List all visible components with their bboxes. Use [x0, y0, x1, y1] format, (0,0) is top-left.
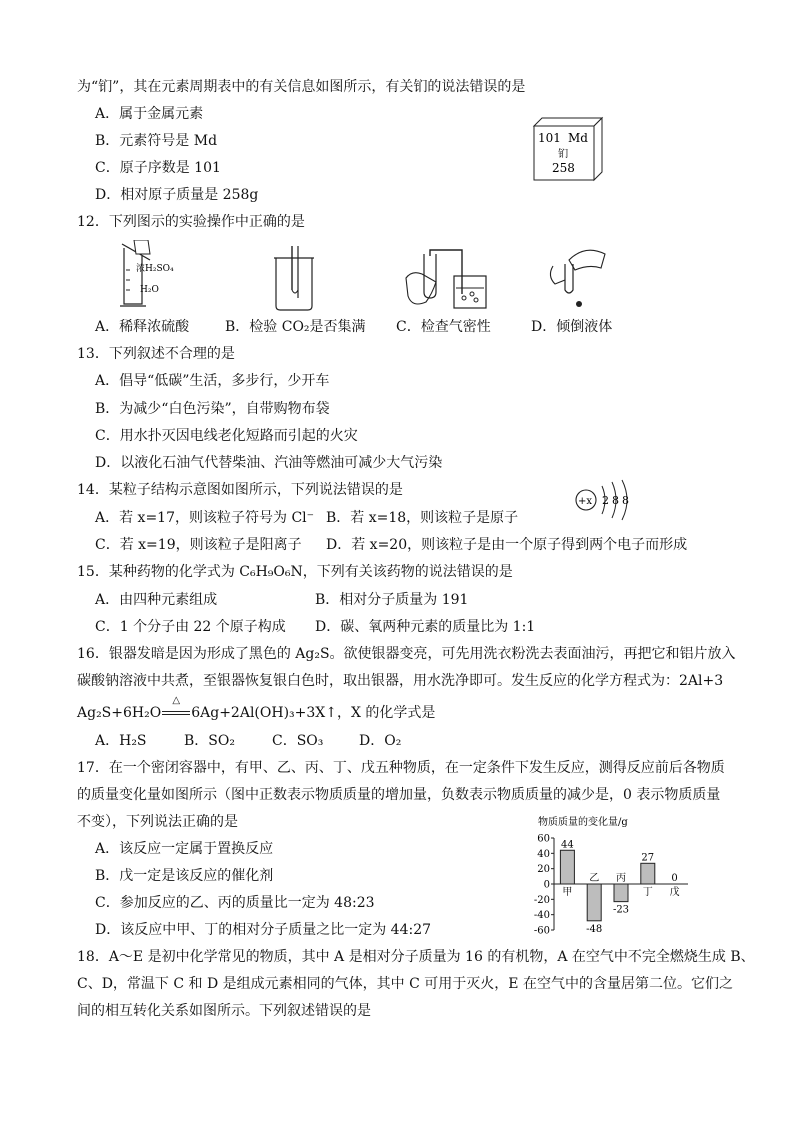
q16-option-b: B．SO₂: [184, 733, 235, 749]
q13-option-a: A．倡导“低碳”生活，多步行，少开车: [95, 373, 330, 389]
nucleus-label: +x: [578, 496, 593, 507]
fig-pour-liquid: [545, 240, 611, 310]
element-mass: 258: [552, 161, 575, 175]
q13-option-d: D．以液化石油气代替柴油、汽油等燃油可减少大气污染: [95, 455, 443, 471]
value-label: -48: [586, 923, 603, 934]
element-name: 钔: [558, 149, 568, 160]
q14-option-c: C．若 x=19，则该粒子是阳离子: [95, 537, 302, 553]
y-tick-label: -60: [533, 925, 550, 934]
q18-line2: C、D，常温下 C 和 D 是组成元素相同的气体，其中 C 可用于灭火，E 在空气中的含量居第二位。它们之: [77, 976, 733, 992]
category-label: 丁: [642, 887, 653, 898]
q12-stem: 12．下列图示的实验操作中正确的是: [77, 214, 305, 230]
value-label: 44: [561, 839, 574, 851]
q12-option-a: A．稀释浓硫酸: [95, 319, 190, 335]
y-tick-label: 60: [537, 833, 550, 845]
q14-option-b: B．若 x=18，则该粒子是原子: [326, 510, 519, 526]
particle-structure-diagram: [572, 478, 642, 522]
q16-equation: [77, 695, 436, 723]
y-tick-label: 0: [543, 879, 550, 891]
q11-option-a: A．属于金属元素: [95, 106, 204, 122]
q13-stem: 13．下列叙述不合理的是: [77, 346, 235, 362]
q15-option-c: C．1 个分子由 22 个原子构成: [95, 619, 286, 635]
q16-line1: 16．银器发暗是因为形成了黑色的 Ag₂S。欲使银器变亮，可先用洗衣粉洗去表面油污，再把它和铝片放入: [77, 646, 736, 662]
category-label: 丙: [616, 873, 626, 884]
q15-option-a: A．由四种元素组成: [95, 592, 218, 608]
q17-line3: 不变），下列说法正确的是: [77, 814, 238, 830]
category-label: 乙: [589, 873, 600, 884]
equation-left: Ag₂S+6H₂O: [77, 705, 162, 721]
q14-option-a: A．若 x=17，则该粒子符号为 Cl⁻: [95, 510, 315, 526]
element-card: [530, 112, 610, 182]
shell-1: 2: [602, 494, 609, 507]
q14-option-d: D．若 x=20，则该粒子是由一个原子得到两个电子而形成: [326, 537, 688, 553]
q16-option-d: D．O₂: [359, 733, 402, 749]
q12-option-d: D．倾倒液体: [531, 319, 613, 335]
label-water: H₂O: [140, 285, 159, 295]
category-label: 戊: [669, 887, 680, 898]
q15-option-d: D．碳、氧两种元素的质量比为 1:1: [315, 619, 536, 635]
category-label: 甲: [562, 887, 573, 898]
q16-line2: 碳酸钠溶液中共煮，至银器恢复银白色时，取出银器，用水洗净即可。发生反应的化学方程式为：2Al+3: [77, 673, 724, 689]
q18-line3: 间的相互转化关系如图所示。下列叙述错误的是: [77, 1003, 371, 1019]
fig-dilute-acid: [112, 240, 192, 310]
q11-option-d: D．相对原子质量是 258g: [95, 187, 259, 203]
q11-option-c: C．原子序数是 101: [95, 160, 221, 176]
q11-option-b: B．元素符号是 Md: [95, 133, 218, 149]
q18-line1: 18．A～E 是初中化学常见的物质，其中 A 是相对分子质量为 16 的有机物，A 在空气中不完全燃烧生成 B、: [77, 949, 755, 965]
q17-option-d: D．该反应中甲、丁的相对分子质量之比一定为 44:27: [95, 922, 432, 938]
y-tick-label: 40: [537, 848, 550, 860]
q12-option-b: B．检验 CO₂是否集满: [225, 319, 366, 335]
q16-option-c: C．SO₃: [272, 733, 324, 749]
q13-option-b: B．为减少“白色污染”，自带购物布袋: [95, 401, 330, 417]
element-number: 101: [538, 131, 561, 145]
q16-option-a: A．H₂S: [95, 733, 147, 749]
bar-1: [560, 850, 574, 884]
q17-option-b: B．戊一定是该反应的催化剂: [95, 868, 274, 884]
shell-3: 8: [622, 494, 629, 507]
equation-right: 6Ag+2Al(OH)₃+3X↑，X 的化学式是: [191, 705, 436, 721]
bar-2: [587, 884, 601, 921]
y-tick-label: -20: [533, 894, 550, 906]
heat-symbol: △: [172, 695, 181, 706]
value-label: 27: [641, 852, 655, 864]
q11-stem: 为“钔”，其在元素周期表中的有关信息如图所示，有关钔的说法错误的是: [77, 79, 526, 95]
bar-3: [614, 884, 628, 902]
q14-stem: 14．某粒子结构示意图如图所示，下列说法错误的是: [77, 482, 403, 498]
fig-test-co2: [272, 246, 316, 312]
chart-title: 物质质量的变化量/g: [538, 817, 628, 828]
q17-line1: 17．在一个密闭容器中，有甲、乙、丙、丁、戊五种物质，在一定条件下发生反应，测得反应前后各物质: [77, 760, 725, 776]
q15-stem: 15．某种药物的化学式为 C₆H₉O₆N，下列有关该药物的说法错误的是: [77, 564, 513, 580]
q17-option-c: C．参加反应的乙、丙的质量比一定为 48:23: [95, 895, 375, 911]
q17-option-a: A．该反应一定属于置换反应: [95, 841, 274, 857]
equation-arrow: [161, 695, 191, 723]
bar-4: [641, 863, 655, 884]
y-tick-label: 20: [537, 864, 550, 876]
q17-line2: 的质量变化量如图所示（图中正数表示物质质量的增加量，负数表示物质质量的减少是，0 表示物质质量: [77, 787, 721, 803]
q12-option-c: C．检查气密性: [396, 319, 491, 335]
value-label: -23: [612, 904, 630, 916]
shell-2: 8: [612, 494, 619, 507]
q13-option-c: C．用水扑灭因电线老化短路而引起的火灾: [95, 428, 358, 444]
q15-option-b: B．相对分子质量为 191: [315, 592, 469, 608]
label-conc-acid: 浓H₂SO₄: [136, 264, 174, 274]
y-tick-label: -40: [533, 910, 550, 922]
mass-change-chart: [528, 812, 708, 934]
value-label: 0: [671, 873, 678, 884]
fig-airtightness: [402, 248, 492, 312]
element-symbol: Md: [568, 131, 588, 145]
